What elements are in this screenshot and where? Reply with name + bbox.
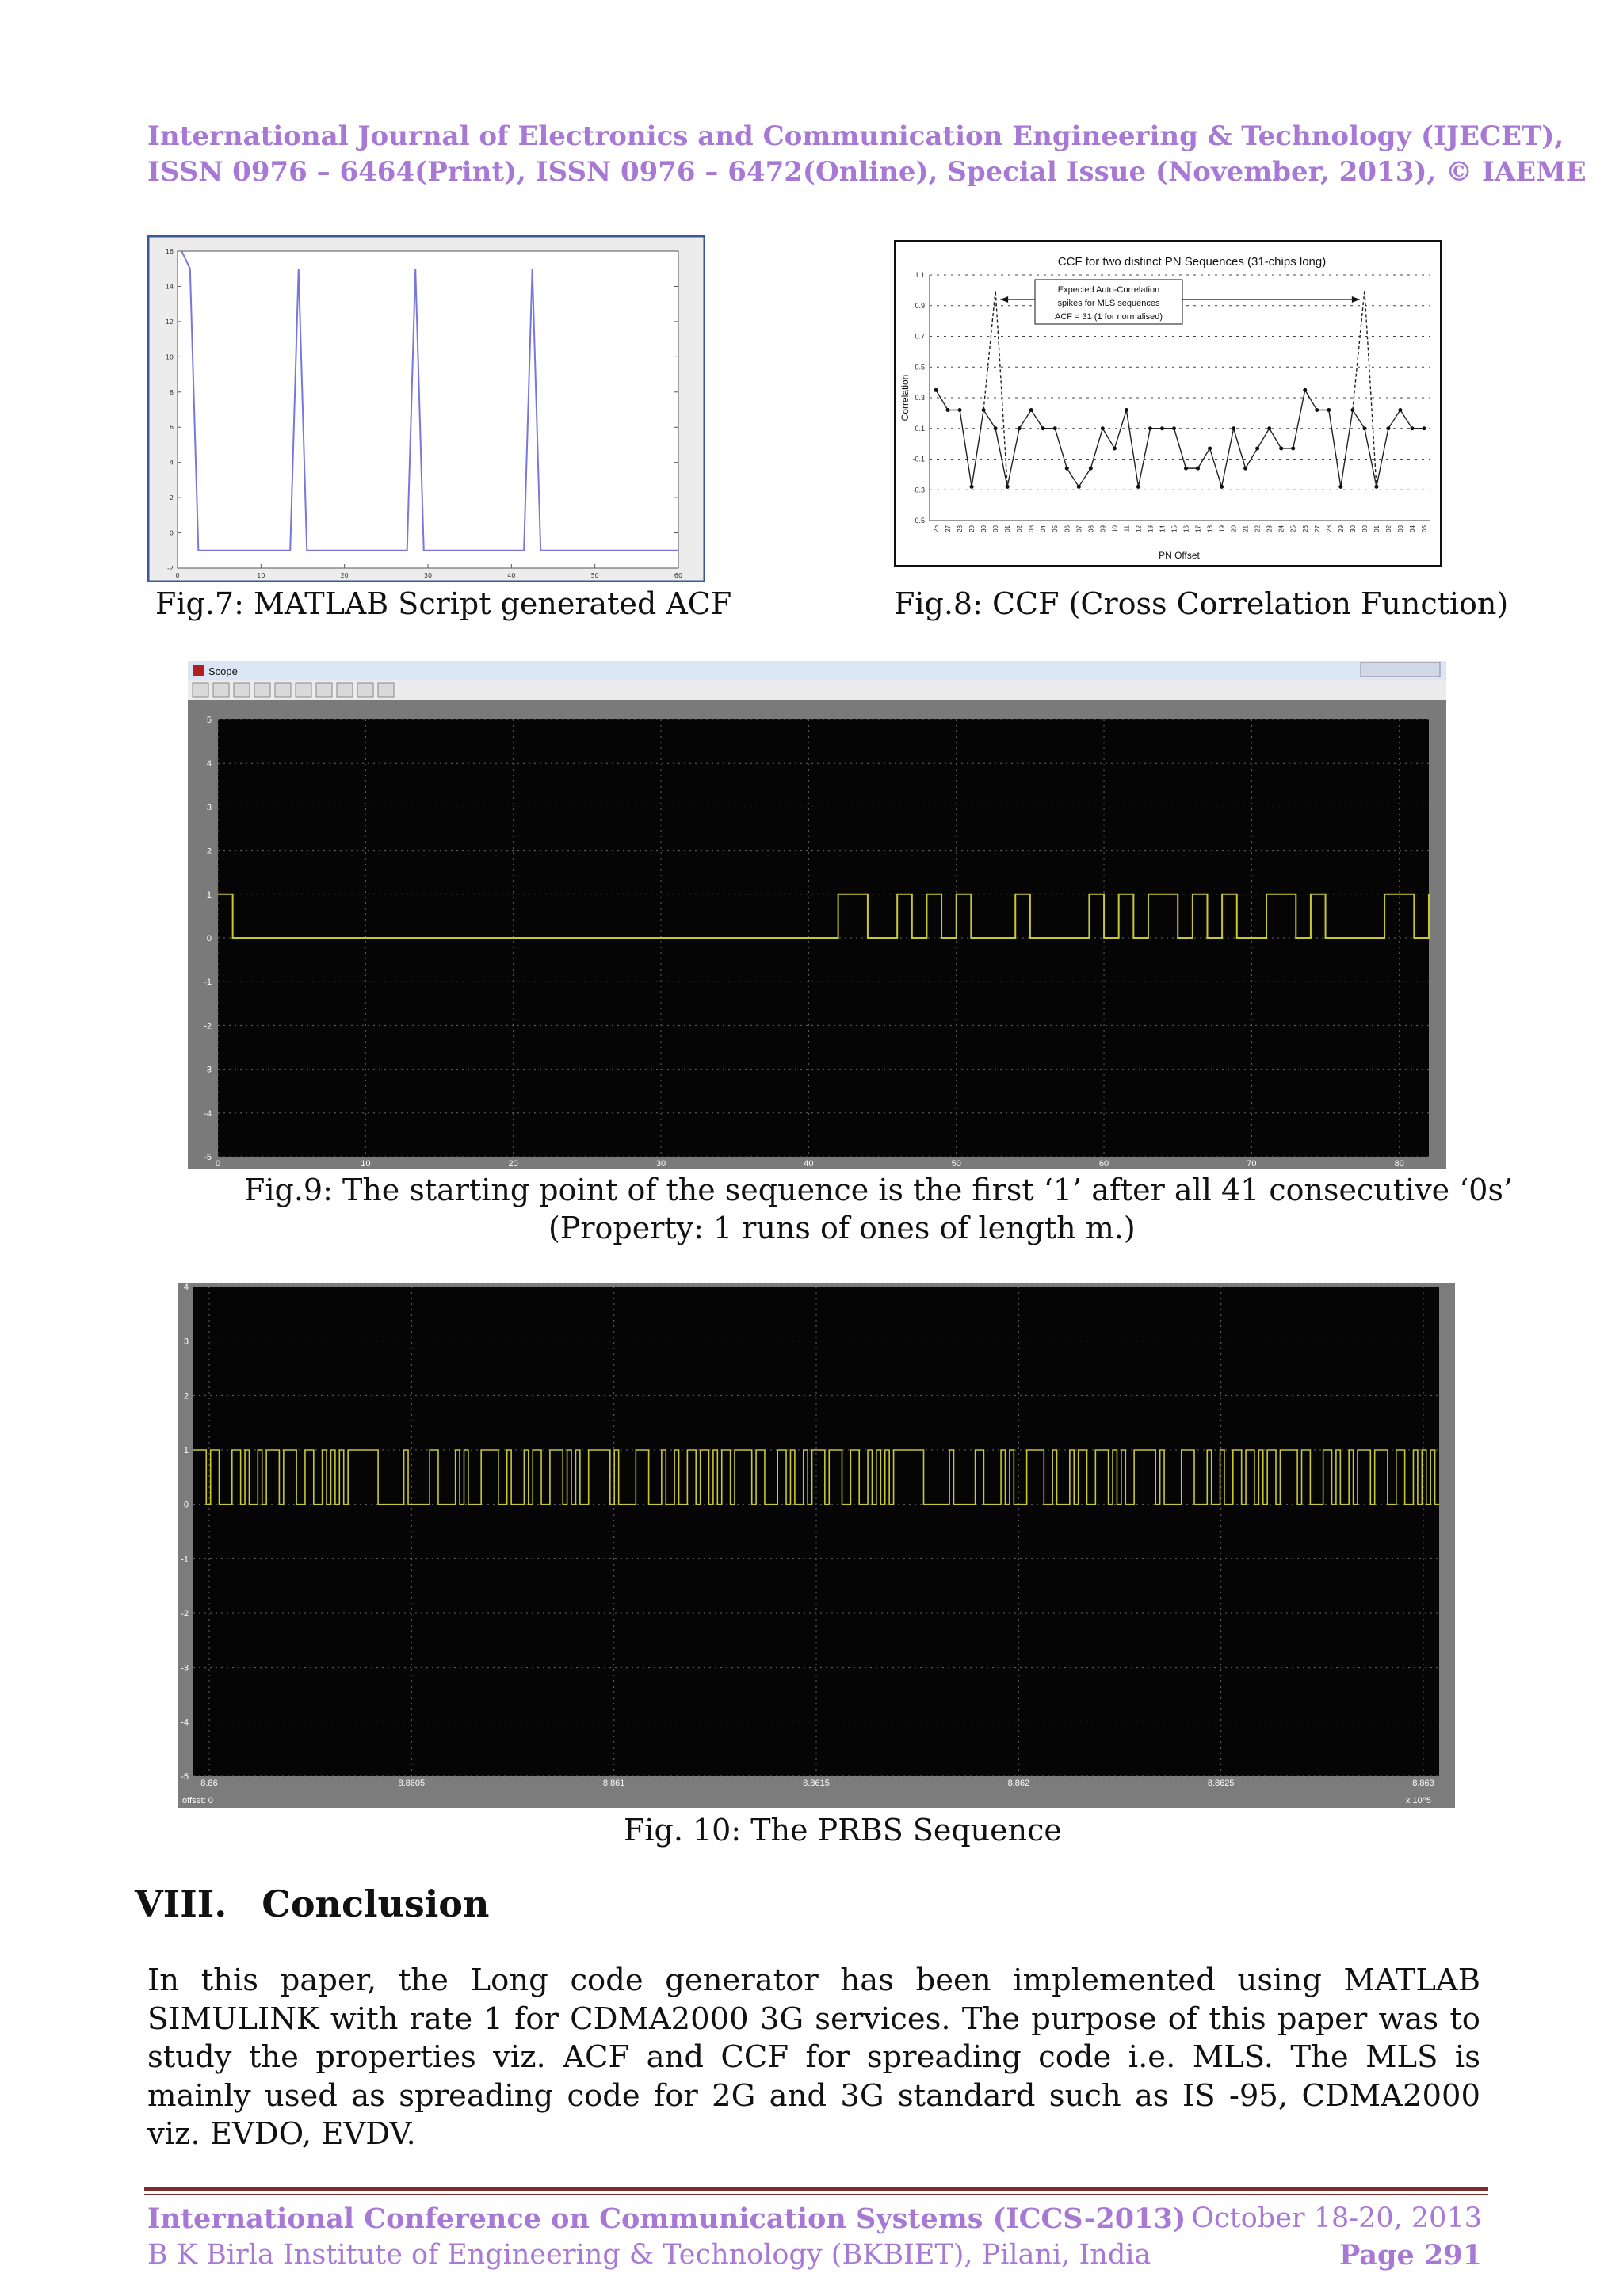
fig8-ytick-label: 0.1 <box>915 424 925 433</box>
section-title: Conclusion <box>262 1882 490 1925</box>
fig7-ytick-label: 2 <box>169 494 174 502</box>
fig8-ccf-point <box>1398 408 1402 412</box>
fig8-xtick-label: 24 <box>1277 525 1285 532</box>
fig8-xtick-label: 00 <box>992 525 1000 532</box>
fig10-prbs-plot <box>178 1283 1455 1808</box>
prbs-ytick-label: -5 <box>181 1772 189 1782</box>
fig8-xtick-label: 02 <box>1016 525 1024 532</box>
fig8-xtick-label: 29 <box>968 525 976 532</box>
scope-toolbar <box>188 680 1446 700</box>
scope-xtick-label: 30 <box>655 1159 666 1169</box>
fig8-ccf-point <box>1113 446 1117 450</box>
fig8-xtick-label: 14 <box>1159 525 1167 532</box>
footer-page-number: Page 291 <box>1338 2239 1482 2271</box>
fig8-ccf-point <box>1196 467 1200 471</box>
scope-ytick-label: 1 <box>206 890 212 900</box>
fig8-xtick-label: 28 <box>957 525 964 532</box>
scope-ytick-label: 0 <box>206 934 212 944</box>
scope-xtick-label: 20 <box>508 1159 518 1169</box>
scope-titlebar <box>188 661 1446 680</box>
fig8-xtick-label: 05 <box>1052 525 1060 532</box>
fig8-xtick-label: 05 <box>1421 525 1428 532</box>
fig8-xtick-label: 06 <box>1064 525 1071 532</box>
scope-ytick-label: -2 <box>204 1021 212 1032</box>
prbs-ytick-label: -3 <box>181 1663 189 1673</box>
fig7-ytick-label: 14 <box>165 283 174 291</box>
fig8-annotation-text: Expected Auto-Correlation <box>1057 285 1160 295</box>
fig8-xtick-label: 30 <box>1349 525 1357 532</box>
fig8-xtick-label: 03 <box>1396 525 1404 532</box>
fig8-xtick-label: 01 <box>1004 525 1012 532</box>
prbs-xtick-label: 8.8615 <box>803 1779 830 1788</box>
footer-date: October 18-20, 2013 <box>1191 2203 1482 2234</box>
scope-ytick-label: -4 <box>204 1108 212 1119</box>
fig8-ylabel: Correlation <box>899 374 911 421</box>
fig8-xtick-label: 04 <box>1040 525 1048 532</box>
float-icon-face <box>378 683 394 697</box>
fig8-xtick-label: 16 <box>1182 525 1190 532</box>
fig8-ytick-label: 1.1 <box>915 271 925 279</box>
prbs-xtick-label: 8.862 <box>1007 1779 1030 1788</box>
fig8-xtick-label: 26 <box>933 525 940 532</box>
fig9-caption-line2: (Property: 1 runs of ones of length m.) <box>548 1211 1136 1245</box>
fig8-ccf-point <box>1018 426 1022 430</box>
fig8-ccf-point <box>1267 426 1271 430</box>
fig8-xtick-label: 10 <box>1111 525 1119 532</box>
fig8-xtick-label: 28 <box>1325 525 1333 532</box>
fig8-ccf-point <box>1232 426 1235 430</box>
fig7-ytick-label: 4 <box>169 459 174 467</box>
scope-ytick-label: 3 <box>206 803 212 813</box>
fig8-ccf-point <box>1065 467 1069 471</box>
fig8-ccf-point <box>1184 467 1188 471</box>
fig8-xtick-label: 02 <box>1384 525 1392 532</box>
fig8-ccf-point <box>1327 408 1331 412</box>
fig8-ytick-label: -0.1 <box>912 455 925 463</box>
fig7-xtick-label: 50 <box>590 572 599 579</box>
fig8-xtick-label: 07 <box>1075 525 1083 532</box>
fig8-ccf-point <box>1279 446 1283 450</box>
fig8-ccf-point <box>934 388 938 392</box>
fig8-xtick-label: 20 <box>1230 525 1238 532</box>
scope-title: Scope <box>208 666 238 677</box>
fig8-xtick-label: 04 <box>1408 525 1416 532</box>
fig8-xtick-label: 17 <box>1194 525 1202 532</box>
fig8-xtick-label: 15 <box>1170 525 1178 532</box>
fig8-ccf-point <box>1077 485 1081 489</box>
zoom-x-icon[interactable] <box>234 683 250 697</box>
fig8-xtick-label: 08 <box>1087 525 1095 532</box>
prbs-offset-label: offset: 0 <box>182 1796 213 1806</box>
scope-xtick-label: 60 <box>1098 1159 1109 1169</box>
prbs-xtick-label: 8.8625 <box>1207 1779 1235 1788</box>
fig8-xtick-label: 27 <box>945 525 953 532</box>
fig8-ytick-label: -0.3 <box>912 486 925 494</box>
fig8-ccf-point <box>1315 408 1319 412</box>
scope-xtick-label: 50 <box>951 1159 961 1169</box>
zoom-x-icon-face <box>234 683 250 697</box>
journal-header-line2: ISSN 0976 – 6464(Print), ISSN 0976 – 6472(Online), Special Issue (November, 2013), © IAEME <box>147 156 1587 188</box>
scope-ytick-label: 4 <box>206 759 212 769</box>
prbs-ytick-label: 0 <box>183 1500 189 1510</box>
fig9-caption-line1: Fig.9: The starting point of the sequence is the first ‘1’ after all 41 consecutive ‘0s’ <box>244 1173 1514 1207</box>
save-axes-icon-face <box>296 683 311 697</box>
fig8-ccf-point <box>1029 408 1033 412</box>
scope-xtick-label: 80 <box>1394 1159 1404 1169</box>
fig8-xtick-label: 30 <box>980 525 988 532</box>
prbs-xtick-label: 8.86 <box>200 1779 218 1788</box>
fig8-ytick-label: 0.9 <box>915 301 925 310</box>
fig7-ytick-label: 10 <box>165 353 174 361</box>
scope-ytick-label: -5 <box>204 1153 212 1162</box>
fig8-ccf-point <box>1338 485 1342 489</box>
fig7-ytick-label: 8 <box>169 388 174 396</box>
fig8-annotation-text: spikes for MLS sequences <box>1057 299 1160 308</box>
fig8-xtick-label: 29 <box>1337 525 1345 532</box>
fig7-acf-plot <box>147 235 705 582</box>
scope-xtick-label: 70 <box>1247 1159 1257 1169</box>
fig7-ytick-label: 0 <box>169 529 174 537</box>
lock-icon-face <box>357 683 373 697</box>
fig8-ccf-point <box>1172 426 1176 430</box>
scope-window-controls <box>1361 662 1440 677</box>
autoscale-icon[interactable] <box>275 683 291 697</box>
fig7-xtick-label: 0 <box>175 572 180 579</box>
prbs-ytick-label: -4 <box>181 1718 189 1728</box>
fig8-ccf-point <box>958 408 962 412</box>
fig7-xtick-label: 20 <box>340 572 349 579</box>
scope-ytick-label: 2 <box>206 846 212 856</box>
fig10-caption: Fig. 10: The PRBS Sequence <box>624 1813 1062 1848</box>
prbs-x-multiplier: x 10^5 <box>1405 1796 1431 1806</box>
footer-rule-thin <box>144 2194 1488 2195</box>
conclusion-paragraph: In this paper, the Long code generator has been implemented using MATLAB SIMULINK with rate 1 for CDMA2000 3G services. The purpose of this paper was to study the properties viz. ACF and CCF for spreading code i.e. MLS. The MLS is mainly used as spreading code for 2G and 3G standard such as IS -95, CDMA2000 viz. EVDO, EVDV. <box>147 1962 1480 2152</box>
fig8-ytick-label: 0.7 <box>915 332 925 341</box>
scope-ytick-label: -3 <box>204 1065 212 1075</box>
fig8-ccf-point <box>1160 426 1164 430</box>
prbs-ytick-label: 2 <box>183 1391 189 1402</box>
restore-axes-icon[interactable] <box>316 683 332 697</box>
fig8-ccf-point <box>1243 467 1247 471</box>
fig7-xtick-label: 30 <box>423 572 433 579</box>
fig8-xtick-label: 22 <box>1254 525 1262 532</box>
fig8-xlabel: PN Offset <box>1159 550 1200 561</box>
fig7-ytick-label: 6 <box>169 424 174 432</box>
zoom-y-icon[interactable] <box>254 683 270 697</box>
fig8-ccf-point <box>1362 426 1366 430</box>
footer-institute: B K Birla Institute of Engineering & Technology (BKBIET), Pilani, India <box>147 2239 1151 2271</box>
lock-icon[interactable] <box>357 683 373 697</box>
fig8-ccf-point <box>1291 446 1295 450</box>
prbs-xtick-label: 8.8605 <box>398 1779 426 1788</box>
fig8-annotation-text: ACF = 31 (1 for normalised) <box>1054 312 1163 322</box>
scope-xtick-label: 0 <box>215 1159 221 1169</box>
fig7-ytick-label: -2 <box>167 565 174 572</box>
fig8-xtick-label: 26 <box>1301 525 1309 532</box>
fig8-ccf-point <box>1255 446 1259 450</box>
fig7-caption: Fig.7: MATLAB Script generated ACF <box>155 586 732 621</box>
fig8-ccf-point <box>1303 388 1307 392</box>
scope-ytick-label: 5 <box>206 715 212 725</box>
fig8-ccf-point <box>994 426 998 430</box>
fig8-ccf-point <box>1148 426 1152 430</box>
fig8-xtick-label: 11 <box>1123 525 1131 532</box>
scope-xtick-label: 10 <box>361 1159 371 1169</box>
fig8-ccf-point <box>1089 467 1093 471</box>
fig8-ccf-plot <box>894 240 1442 567</box>
fig8-xtick-label: 23 <box>1266 525 1274 532</box>
fig8-caption: Fig.8: CCF (Cross Correlation Function) <box>894 586 1509 621</box>
fig8-ccf-point <box>1423 426 1426 430</box>
fig7-axes-box <box>178 251 678 568</box>
fig8-xtick-label: 13 <box>1147 525 1155 532</box>
fig8-xtick-label: 12 <box>1135 525 1143 532</box>
fig7-ytick-label: 12 <box>165 318 174 326</box>
prbs-ytick-label: 1 <box>183 1446 189 1455</box>
autoscale-icon-face <box>275 683 291 697</box>
fig8-xtick-label: 00 <box>1361 525 1369 532</box>
fig7-xtick-label: 10 <box>257 572 265 579</box>
print-icon-face <box>193 683 208 697</box>
fig8-ccf-point <box>1208 446 1212 450</box>
fig7-xtick-label: 60 <box>674 572 683 579</box>
fig8-ccf-point <box>1101 426 1105 430</box>
restore-axes-icon-face <box>316 683 332 697</box>
fig8-xtick-label: 19 <box>1218 525 1226 532</box>
section-heading <box>135 1882 489 1925</box>
scope-ytick-label: -1 <box>204 978 212 988</box>
print-icon[interactable] <box>193 683 208 697</box>
prbs-xtick-label: 8.861 <box>602 1779 625 1788</box>
fig8-ccf-point <box>1410 426 1414 430</box>
save-axes-icon[interactable] <box>296 683 311 697</box>
fig9-scope-window <box>188 661 1446 1169</box>
fig8-ccf-point <box>1136 485 1140 489</box>
zoom-in-icon-face <box>213 683 229 697</box>
fig8-xtick-label: 21 <box>1242 525 1250 532</box>
zoom-in-icon[interactable] <box>213 683 229 697</box>
fig8-ccf-point <box>1220 485 1224 489</box>
fig8-ytick-label: 0.3 <box>915 394 925 402</box>
fig8-ytick-label: -0.5 <box>912 517 925 524</box>
scope-xtick-label: 40 <box>804 1159 814 1169</box>
footer-conference: International Conference on Communication Systems (ICCS-2013) <box>147 2203 1186 2235</box>
fig8-xtick-label: 25 <box>1289 525 1297 532</box>
prbs-ytick-label: -2 <box>181 1609 189 1619</box>
fig8-xtick-label: 09 <box>1099 525 1107 532</box>
fig8-ccf-point <box>970 485 974 489</box>
fig8-xtick-label: 18 <box>1206 525 1214 532</box>
prbs-ytick-label: -1 <box>181 1554 189 1565</box>
params-icon-face <box>337 683 353 697</box>
footer-rule <box>144 2187 1488 2191</box>
float-icon[interactable] <box>378 683 394 697</box>
fig8-xtick-label: 27 <box>1313 525 1321 532</box>
fig8-ccf-point <box>1125 408 1128 412</box>
fig8-ccf-point <box>1386 426 1390 430</box>
journal-header-line1: International Journal of Electronics and Communication Engineering & Technology (IJECET), <box>147 120 1564 152</box>
fig7-xtick-label: 40 <box>507 572 516 579</box>
fig8-ytick-label: 0.5 <box>915 363 925 372</box>
fig8-title: CCF for two distinct PN Sequences (31-chips long) <box>1057 255 1327 269</box>
fig8-xtick-label: 03 <box>1028 525 1036 532</box>
fig8-xtick-label: 01 <box>1373 525 1381 532</box>
prbs-ytick-label: 3 <box>183 1337 189 1347</box>
fig8-ccf-point <box>1006 485 1010 489</box>
zoom-y-icon-face <box>254 683 270 697</box>
fig8-ccf-point <box>1041 426 1045 430</box>
fig8-ccf-point <box>1053 426 1057 430</box>
fig8-ccf-point <box>946 408 950 412</box>
params-icon[interactable] <box>337 683 353 697</box>
prbs-ytick-label: 4 <box>183 1283 189 1292</box>
scope-app-icon <box>193 665 204 676</box>
prbs-xtick-label: 8.863 <box>1412 1779 1434 1788</box>
section-number: VIII. <box>135 1882 227 1925</box>
fig7-ytick-label: 16 <box>165 248 174 255</box>
